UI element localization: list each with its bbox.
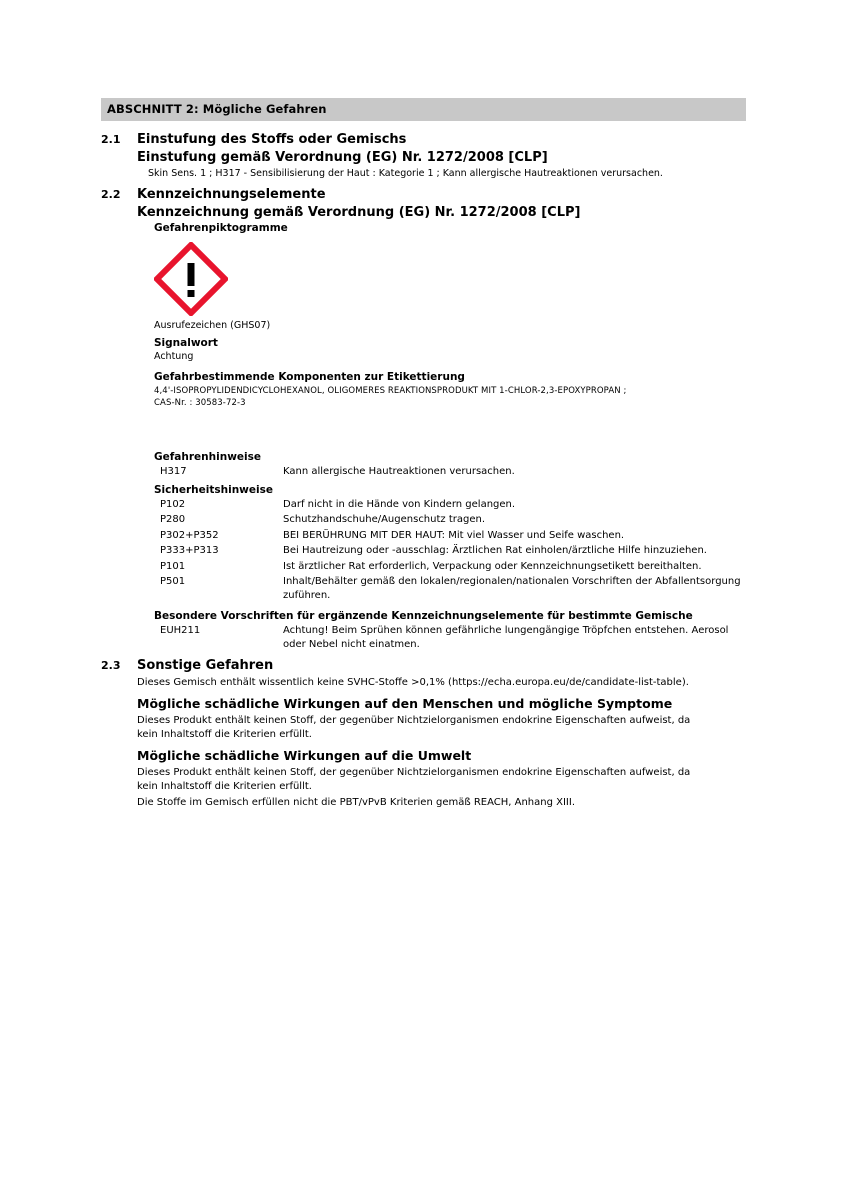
classification-text: Skin Sens. 1 ; H317 - Sensibilisierung der Haut : Kategorie 1 ; Kann allergische Hautreaktionen verursachen. bbox=[148, 168, 663, 179]
precaution-text: Bei Hautreizung oder -ausschlag: Ärztlichen Rat einholen/ärztliche Hilfe hinzuziehen. bbox=[283, 545, 707, 557]
clp-classification-heading: Einstufung gemäß Verordnung (EG) Nr. 1272/2008 [CLP] bbox=[137, 150, 548, 165]
precautionary-statements-label: Sicherheitshinweise bbox=[154, 483, 273, 496]
table-row bbox=[154, 574, 746, 603]
precaution-text: BEI BERÜHRUNG MIT DER HAUT: Mit viel Wasser und Seife waschen. bbox=[283, 529, 625, 541]
table-row bbox=[154, 559, 746, 575]
precaution-code: P102 bbox=[160, 498, 186, 510]
spacer bbox=[101, 409, 746, 451]
svhc-text: Dieses Gemisch enthält wissentlich keine SVHC-Stoffe >0,1% (https://echa.europa.eu/de/candidate-list-table). bbox=[137, 677, 689, 689]
precaution-text: Inhalt/Behälter gemäß den lokalen/regionalen/nationalen Vorschriften der Abfallentsorgung zuführen. bbox=[283, 576, 741, 601]
subsection-2-1 bbox=[101, 132, 746, 147]
human-effects-text: Dieses Produkt enthält keinen Stoff, der gegenüber Nichtzielorganismen endokrine Eigenschaften aufweist, da kein Inhaltstoff die Kriterien erfüllt. bbox=[137, 715, 691, 740]
precaution-text: Darf nicht in die Hände von Kindern gelangen. bbox=[283, 498, 516, 510]
subsection-title: Einstufung des Stoffs oder Gemischs bbox=[137, 132, 407, 147]
signal-word-label: Signalwort bbox=[154, 336, 218, 349]
subsection-number: 2.3 bbox=[101, 659, 121, 673]
precaution-code: P333+P313 bbox=[160, 545, 219, 557]
table-row bbox=[154, 464, 746, 480]
subsection-number: 2.2 bbox=[101, 187, 121, 201]
pictogram-caption: Ausrufezeichen (GHS07) bbox=[154, 319, 271, 331]
pbt-vpvb-text: Die Stoffe im Gemisch erfüllen nicht die PBT/vPvB Kriterien gemäß REACH, Anhang XIII. bbox=[137, 797, 575, 809]
table-row bbox=[154, 623, 746, 652]
subsection-2-3 bbox=[101, 658, 746, 673]
label-components-value: 4,4'-ISOPROPYLIDENDICYCLOHEXANOL, OLIGOMERES REAKTIONSPRODUKT MIT 1-CHLOR-2,3-EPOXYPROPAN ; bbox=[154, 385, 627, 396]
clp-labelling-heading: Kennzeichnung gemäß Verordnung (EG) Nr. 1272/2008 [CLP] bbox=[137, 204, 581, 220]
section-header-bar: ABSCHNITT 2: Mögliche Gefahren bbox=[101, 98, 746, 121]
table-row bbox=[154, 543, 746, 559]
hazard-code: H317 bbox=[160, 466, 187, 478]
precaution-code: P101 bbox=[160, 560, 186, 572]
subsection-number: 2.1 bbox=[101, 133, 121, 146]
signal-word-value: Achtung bbox=[154, 350, 194, 362]
table-row bbox=[154, 512, 746, 528]
hazard-text: Kann allergische Hautreaktionen verursachen. bbox=[283, 466, 515, 478]
subsection-2-2 bbox=[101, 187, 746, 202]
subsection-title: Sonstige Gefahren bbox=[137, 658, 274, 674]
table-row bbox=[154, 528, 746, 544]
euh-text: Achtung! Beim Sprühen können gefährliche lungengängige Tröpfchen entstehen. Aerosol oder Nebel nicht einatmen. bbox=[283, 625, 729, 650]
precaution-code: P501 bbox=[160, 576, 186, 588]
exclamation-mark-pictogram-icon bbox=[154, 242, 228, 316]
subsection-title: Kennzeichnungselemente bbox=[137, 186, 326, 202]
precaution-code: P280 bbox=[160, 514, 186, 526]
precaution-text: Schutzhandschuhe/Augenschutz tragen. bbox=[283, 514, 486, 526]
special-provisions-label: Besondere Vorschriften für ergänzende Kennzeichnungselemente für bestimmte Gemische bbox=[154, 610, 693, 623]
label-components-label: Gefahrbestimmende Komponenten zur Etikettierung bbox=[154, 370, 465, 383]
special-provisions-table bbox=[154, 623, 746, 652]
pictograms-label: Gefahrenpiktogramme bbox=[154, 221, 288, 234]
label-components-cas: CAS-Nr. : 30583-72-3 bbox=[154, 397, 246, 408]
euh-code: EUH211 bbox=[160, 625, 201, 637]
precautionary-statements-table bbox=[154, 497, 746, 604]
human-effects-heading: Mögliche schädliche Wirkungen auf den Menschen und mögliche Symptome bbox=[137, 696, 673, 712]
environment-effects-text: Dieses Produkt enthält keinen Stoff, der gegenüber Nichtzielorganismen endokrine Eigenschaften aufweist, da kein Inhaltstoff die Kriterien erfüllt. bbox=[137, 766, 691, 792]
environment-effects-heading: Mögliche schädliche Wirkungen auf die Umwelt bbox=[137, 747, 472, 763]
precaution-text: Ist ärztlicher Rat erforderlich, Verpackung oder Kennzeichnungsetikett bereithalten. bbox=[283, 560, 702, 572]
table-row bbox=[154, 497, 746, 513]
precaution-code: P302+P352 bbox=[160, 529, 219, 541]
document-content bbox=[101, 98, 746, 810]
ghs-pictogram-container bbox=[154, 242, 746, 316]
hazard-statements-label: Gefahrenhinweise bbox=[154, 451, 261, 464]
hazard-statements-table bbox=[154, 464, 746, 480]
